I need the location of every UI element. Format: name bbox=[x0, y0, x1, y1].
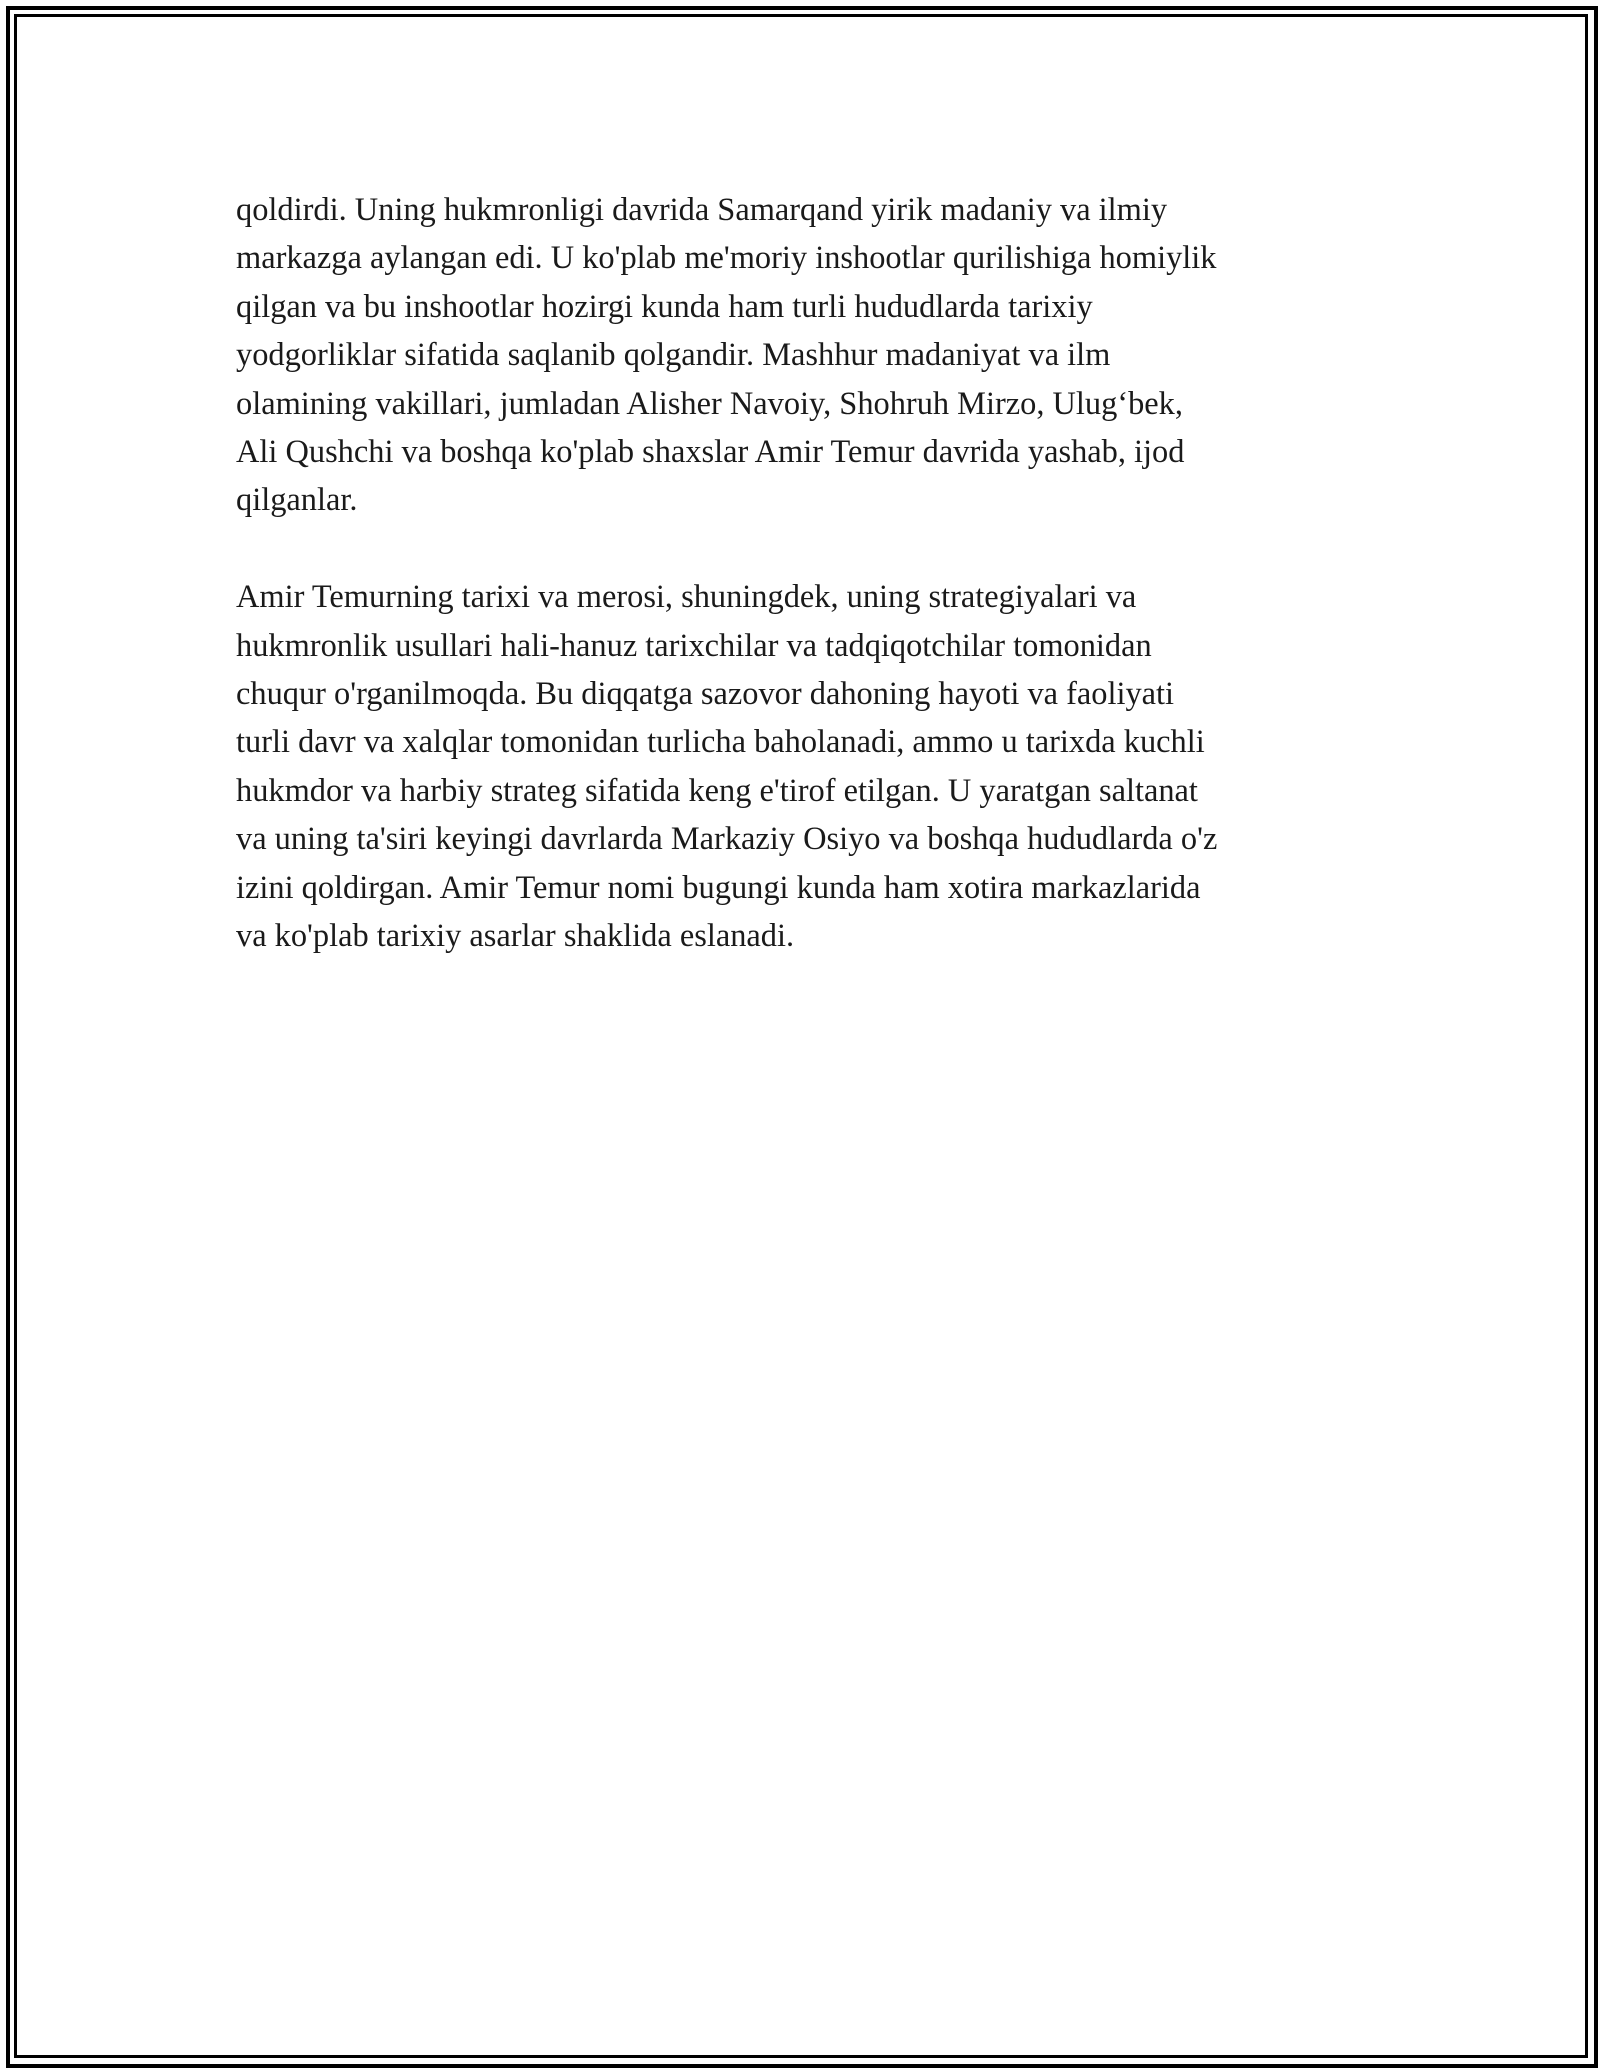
text-line: Amir Temurning tarixi va merosi, shuningdek, uning strategiyalari va bbox=[236, 579, 1137, 616]
text-line: qilgan va bu inshootlar hozirgi kunda ham turli hududlarda tarixiy bbox=[236, 288, 1093, 325]
document-body bbox=[236, 186, 1364, 960]
text-line: qilganlar. bbox=[236, 482, 358, 519]
paragraph-2 bbox=[236, 573, 1364, 960]
text-line: hukmdor va harbiy strateg sifatida keng e'tirof etilgan. U yaratgan saltanat bbox=[236, 772, 1198, 809]
paragraph-1 bbox=[236, 186, 1364, 525]
text-line: va ko'plab tarixiy asarlar shaklida eslanadi. bbox=[236, 918, 795, 955]
text-line: turli davr va xalqlar tomonidan turlicha baholanadi, ammo u tarixda kuchli bbox=[236, 724, 1205, 761]
text-line: chuqur o'rganilmoqda. Bu diqqatga sazovor dahoning hayoti va faoliyati bbox=[236, 676, 1175, 713]
text-line: izini qoldirgan. Amir Temur nomi bugungi kunda ham xotira markazlarida bbox=[236, 869, 1201, 906]
text-line: Ali Qushchi va boshqa ko'plab shaxslar Amir Temur davrida yashab, ijod bbox=[236, 434, 1185, 471]
text-line: markazga aylangan edi. U ko'plab me'moriy inshootlar qurilishiga homiylik bbox=[236, 240, 1217, 277]
text-line: hukmronlik usullari hali-hanuz tarixchilar va tadqiqotchilar tomonidan bbox=[236, 627, 1152, 664]
text-line: yodgorliklar sifatida saqlanib qolgandir. Mashhur madaniyat va ilm bbox=[236, 337, 1111, 374]
text-line: olamining vakillari, jumladan Alisher Navoiy, Shohruh Mirzo, Ulug‘bek, bbox=[236, 385, 1183, 422]
text-line: va uning ta'siri keyingi davrlarda Markaziy Osiyo va boshqa hududlarda o'z bbox=[236, 821, 1218, 858]
text-line: qoldirdi. Uning hukmronligi davrida Samarqand yirik madaniy va ilmiy bbox=[236, 192, 1168, 228]
